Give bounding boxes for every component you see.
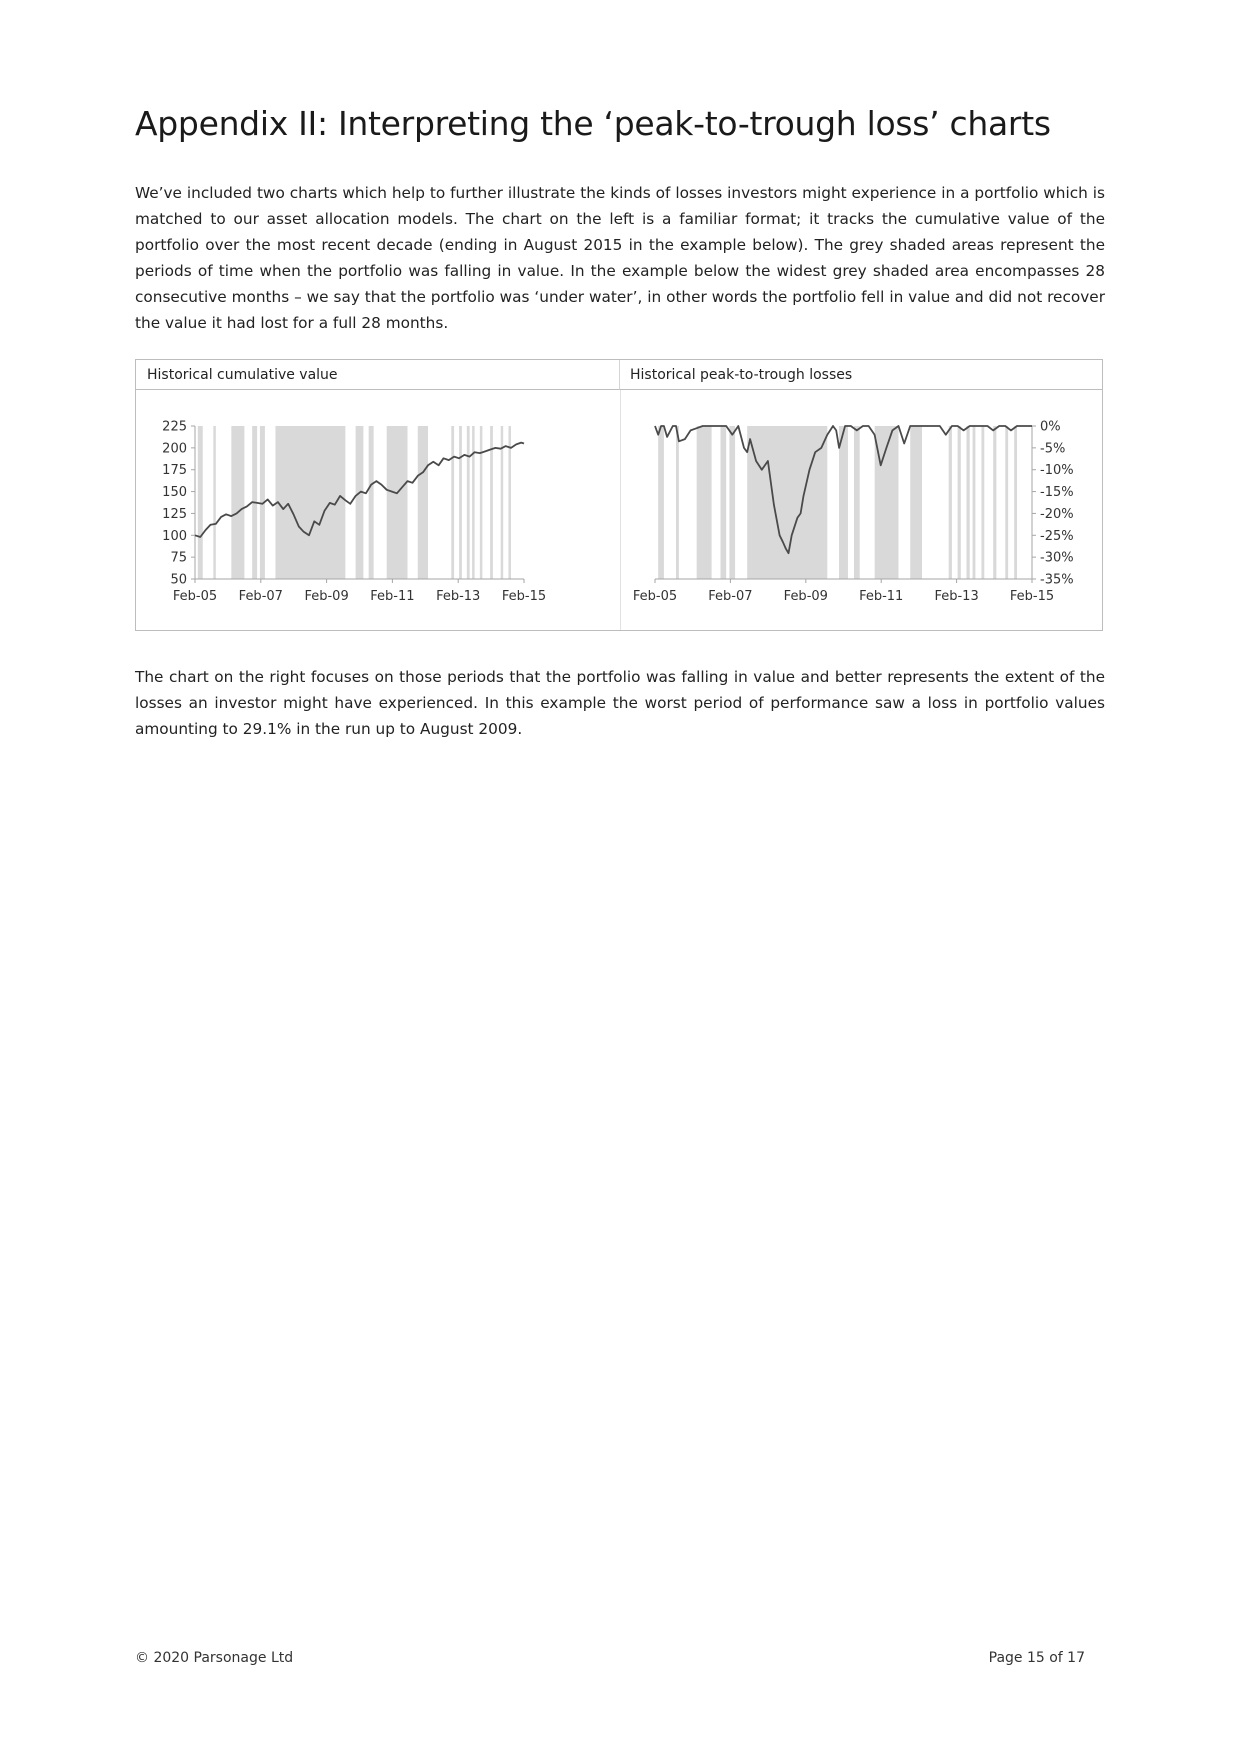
cumulative-y-tick-label: 100 [162,528,187,544]
drawdown-x-tick-label: Feb-11 [859,589,904,604]
chart-title-cumulative: Historical cumulative value [136,360,620,390]
drawdown-shaded-period-3 [721,426,727,579]
peak-to-trough-chart [136,360,1102,630]
drawdown-x-tick-label: Feb-15 [1009,589,1055,604]
cumulative-y-tick-label: 125 [162,506,187,522]
cumulative-y-tick-label: 75 [170,550,187,566]
drawdown-y-tick-label: -35% [1040,572,1074,588]
drawdown-x-tick-label: Feb-13 [934,589,979,604]
cumulative-y-tick-label: 225 [162,419,187,435]
drawdown-y-tick-label: -20% [1040,506,1074,522]
drawdown-shaded-period-10 [949,426,952,579]
drawdown-y-tick-label: -5% [1040,441,1066,457]
cumulative-x-tick-label: Feb-15 [501,589,547,604]
footer-page-number: Page 15 of 17 [988,1650,1085,1666]
cumulative-x-tick-label: Feb-07 [238,589,283,604]
drawdown-shaded-period-5 [747,426,827,579]
drawdown-shaded-period-0 [658,426,664,579]
drawdown-shaded-period-15 [993,426,996,579]
cumulative-y-tick-label: 150 [162,485,187,501]
cumulative-x-tick-label: Feb-11 [370,589,415,604]
page-title: Appendix II: Interpreting the ‘peak-to-trough loss’ charts [135,104,1051,143]
drawdown-shaded-period-1 [676,426,679,579]
drawdown-shaded-period-4 [729,426,735,579]
drawdown-shaded-period-13 [973,426,976,579]
drawdown-shaded-period-2 [697,426,712,579]
intro-paragraph: We’ve included two charts which help to further illustrate the kinds of losses investors might experience in a portfolio which is matched to our asset allocation models. The chart on the left is a familiar format; it tracks the cumulative value of the portfolio over the most recent decade (ending in August 2015 in the example below). The grey shaded areas represent the periods of time when the portfolio was falling in value. In the example below the widest grey shaded area encompasses 28 consecutive months – we say that the portfolio was ‘under water’, in other words the portfolio fell in value and did not recover the value it had lost for a full 28 months. [135,184,1105,332]
chart-title-drawdown: Historical peak-to-trough losses [620,360,1102,390]
cumulative-x-tick-label: Feb-09 [304,589,349,604]
drawdown-shaded-period-11 [958,426,961,579]
cumulative-y-tick-label: 50 [170,572,187,588]
drawdown-shaded-period-7 [854,426,860,579]
charts-panel [135,359,1103,631]
drawdown-x-tick-label: Feb-05 [632,589,678,604]
cumulative-y-tick-label: 175 [162,463,187,479]
drawdown-y-tick-label: 0% [1040,419,1061,435]
drawdown-shaded-period-14 [981,426,984,579]
cumulative-y-tick-label: 200 [162,441,187,457]
cumulative-x-tick-label: Feb-05 [172,589,218,604]
drawdown-y-tick-label: -30% [1040,550,1074,566]
closing-paragraph: The chart on the right focuses on those periods that the portfolio was falling in value and better represents the extent of the losses an investor might have experienced. In this example the worst period of performance saw a loss in portfolio values amounting to 29.1% in the run up to August 2009. [135,668,1105,738]
drawdown-shaded-period-16 [1005,426,1008,579]
footer-copyright: © 2020 Parsonage Ltd [135,1650,294,1666]
drawdown-shaded-period-6 [839,426,848,579]
drawdown-x-tick-label: Feb-07 [708,589,753,604]
drawdown-shaded-period-12 [966,426,969,579]
drawdown-shaded-period-9 [910,426,922,579]
drawdown-y-tick-label: -25% [1040,528,1074,544]
cumulative-x-tick-label: Feb-13 [436,589,481,604]
drawdown-x-tick-label: Feb-09 [783,589,828,604]
drawdown-y-tick-label: -15% [1040,485,1074,501]
drawdown-y-tick-label: -10% [1040,463,1074,479]
drawdown-shaded-period-17 [1014,426,1017,579]
